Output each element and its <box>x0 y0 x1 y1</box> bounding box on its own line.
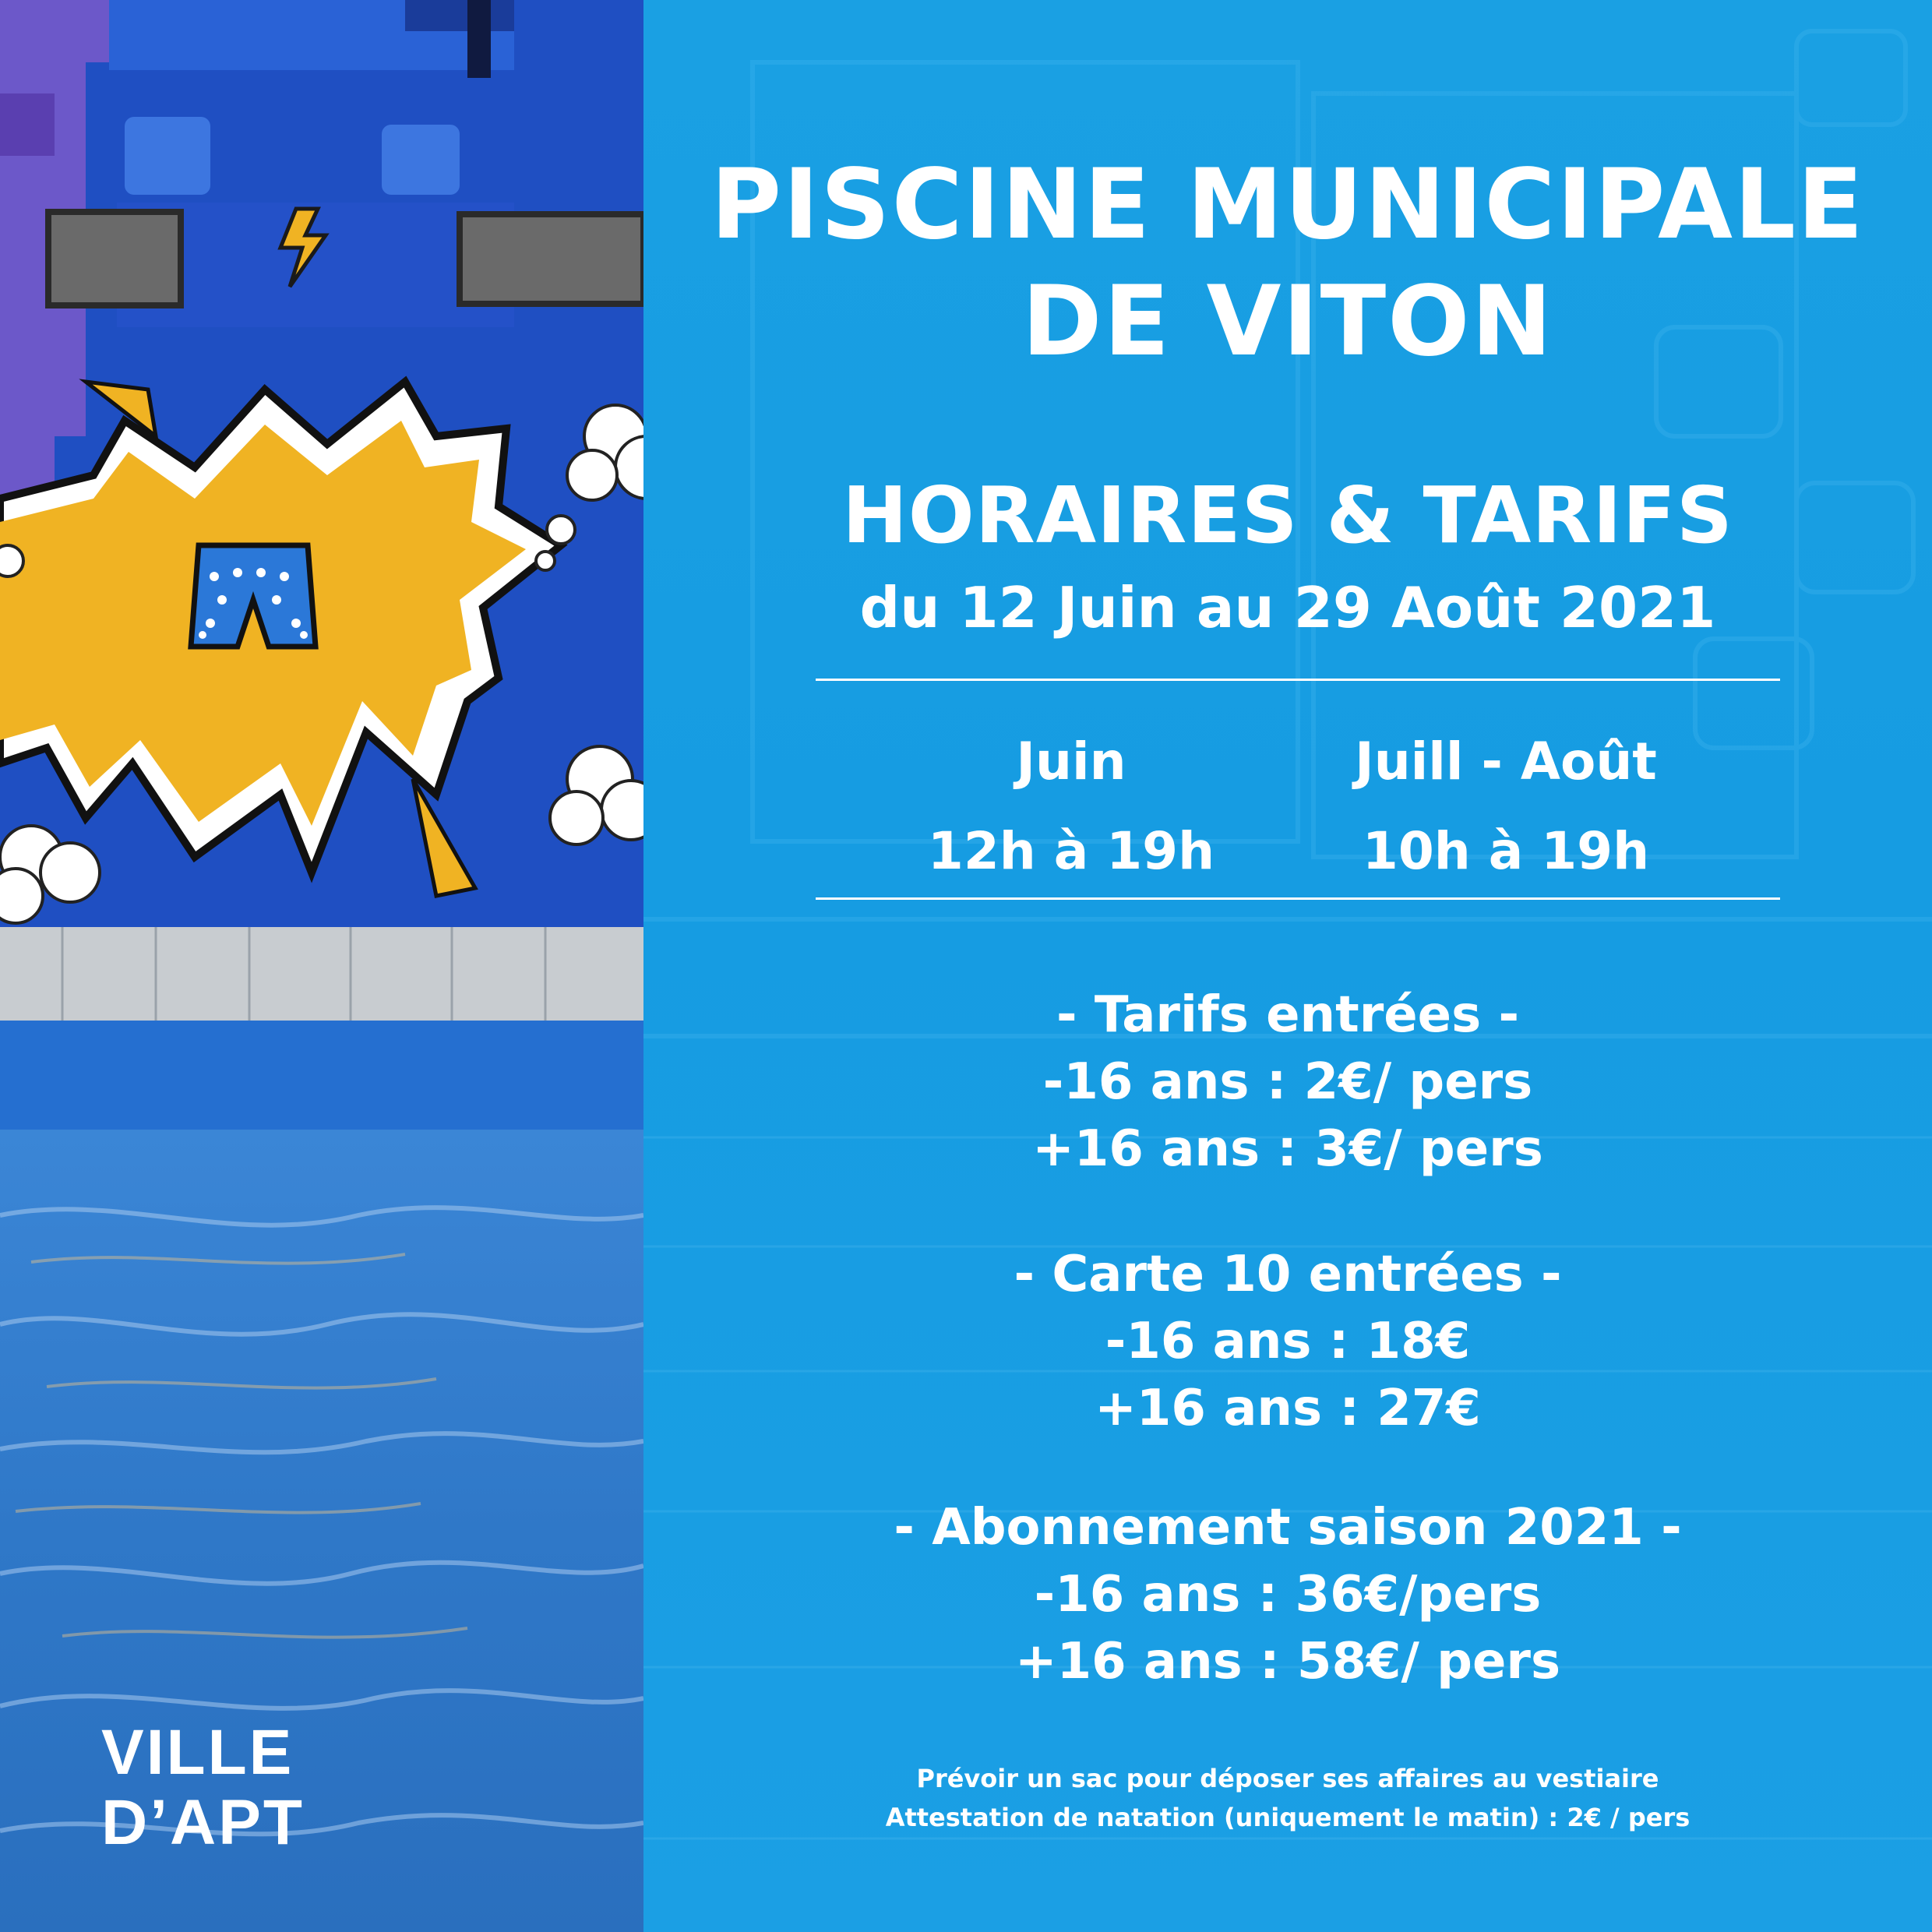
date-range: du 12 Juin au 29 Août 2021 <box>859 575 1716 640</box>
divider-top <box>816 679 1780 681</box>
tariff-line: -16 ans : 2€/ pers <box>1042 1053 1533 1111</box>
title-line-1: PISCINE MUNICIPALE <box>710 149 1865 261</box>
tariff-line: +16 ans : 58€/ pers <box>1014 1633 1561 1690</box>
mural-illustration <box>0 0 643 1932</box>
tariff-line: +16 ans : 3€/ pers <box>1032 1120 1543 1178</box>
tariff-heading: - Abonnement saison 2021 - <box>894 1499 1682 1557</box>
schedule-june <box>853 717 1289 896</box>
tariff-block-carte <box>643 1241 1932 1442</box>
title-line-2: DE VITON <box>1021 266 1554 378</box>
tariff-heading: - Tarifs entrées - <box>1056 986 1520 1044</box>
schedule-july-august <box>1288 717 1724 896</box>
schedule-period: Juin <box>1016 732 1126 791</box>
footnote: Attestation de natation (uniquement le matin) : 2€ / pers <box>885 1803 1690 1832</box>
tariff-heading: - Carte 10 entrées - <box>1014 1246 1562 1303</box>
tariff-line: -16 ans : 36€/pers <box>1034 1566 1542 1624</box>
tariff-block-entrees <box>643 982 1932 1183</box>
tariff-block-abonnement <box>643 1494 1932 1695</box>
footnotes <box>643 1759 1932 1837</box>
schedule-period: Juill - Août <box>1355 732 1657 791</box>
pool-mural-photo <box>0 0 643 1932</box>
tariff-line: +16 ans : 27€ <box>1095 1380 1481 1437</box>
tariff-line: -16 ans : 18€ <box>1105 1313 1471 1370</box>
ville-dapt-logo <box>101 1718 305 1858</box>
divider-bottom <box>816 897 1780 900</box>
footnote: Prévoir un sac pour déposer ses affaires au vestiaire <box>916 1764 1659 1793</box>
schedule-hours: 12h à 19h <box>927 821 1215 881</box>
page-title <box>643 146 1932 380</box>
logo-line-1: VILLE <box>101 1717 294 1788</box>
logo-line-2: D’APT <box>101 1787 305 1858</box>
subtitle: HORAIRES & TARIFS <box>842 470 1733 561</box>
schedule-hours: 10h à 19h <box>1362 821 1650 881</box>
